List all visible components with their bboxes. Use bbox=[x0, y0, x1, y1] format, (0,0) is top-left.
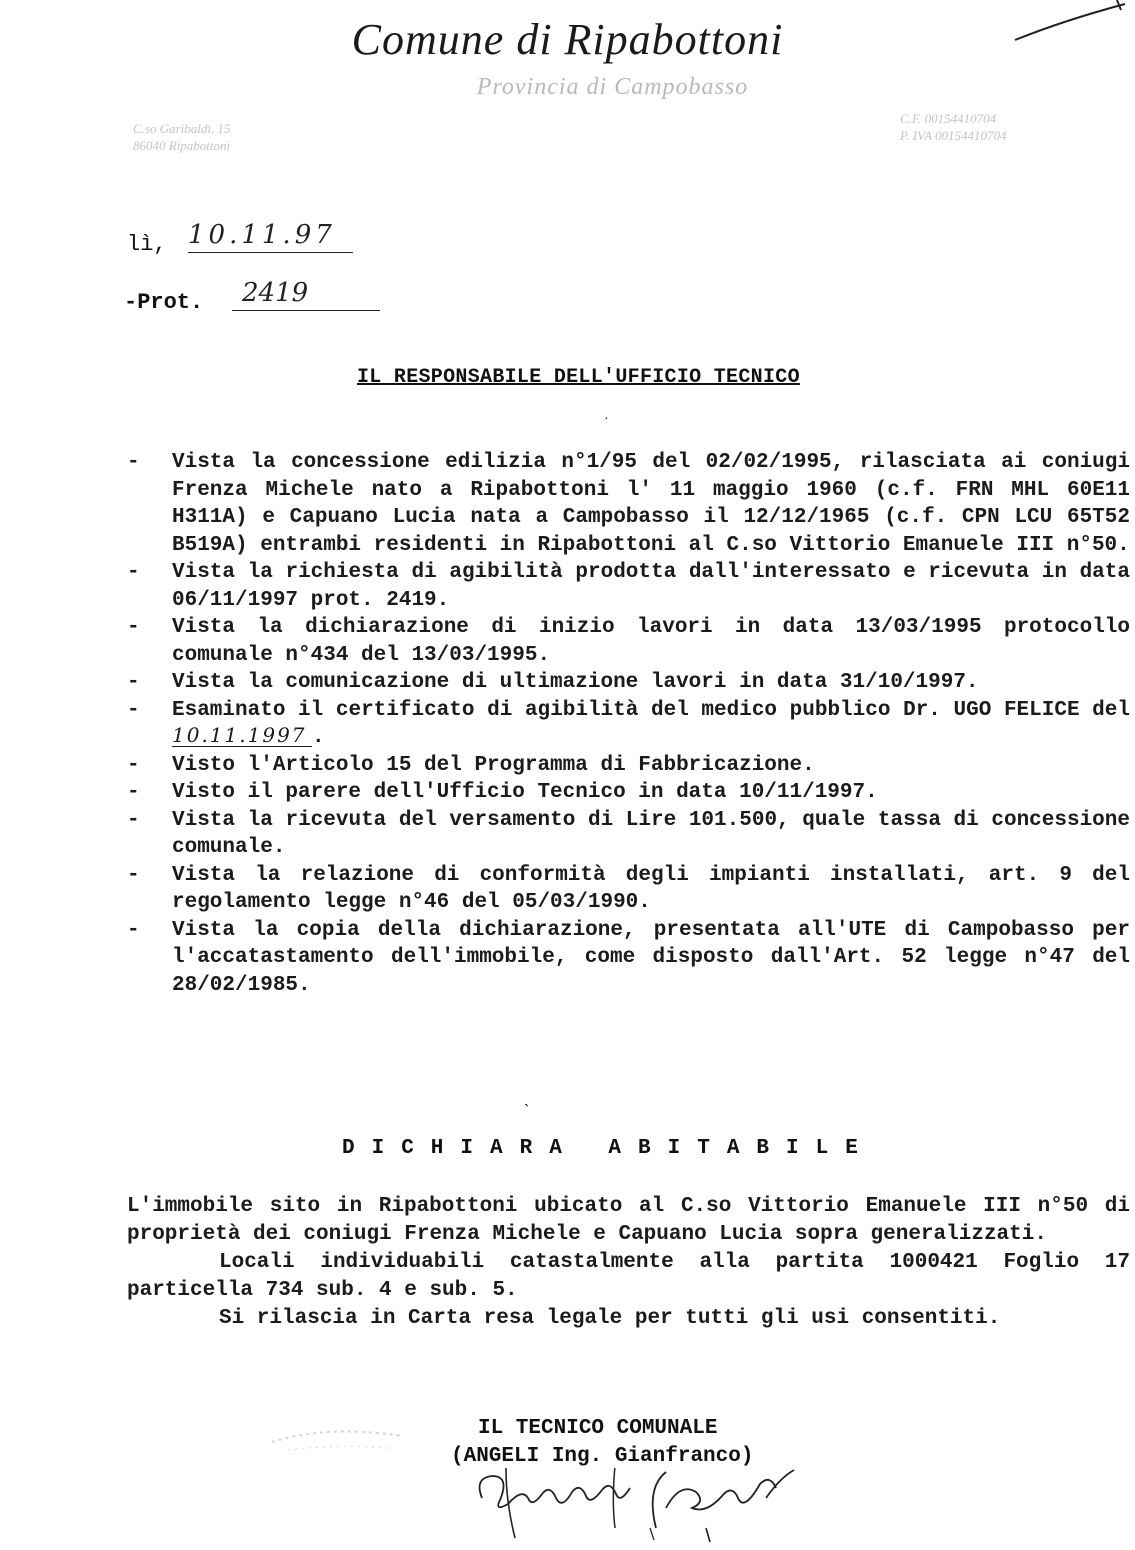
issuing-office-heading: IL RESPONSABILE DELL'UFFICIO TECNICO bbox=[357, 366, 800, 389]
ink-speck: ˋ bbox=[524, 1102, 530, 1119]
signatory-name: (ANGELI Ing. Gianfranco) bbox=[451, 1445, 754, 1468]
address-line-street: C.so Garibaldi, 15 bbox=[133, 121, 231, 136]
declaration-body bbox=[127, 1193, 1130, 1333]
fiscal-codes bbox=[900, 110, 1007, 144]
handwritten-protocol-number: 2419 bbox=[232, 278, 380, 311]
declaration-heading: DICHIARA ABITABILE bbox=[342, 1137, 875, 1160]
list-item: - Vista la richiesta di agibilità prodotta dall'interessato e ricevuta in data 06/11/1997 prot. 2419. bbox=[127, 561, 1130, 612]
list-item: - Visto il parere dell'Ufficio Tecnico in data 10/11/1997. bbox=[127, 781, 878, 804]
list-item: - Vista la comunicazione di ultimazione lavori in data 31/10/1997. bbox=[127, 671, 979, 694]
list-item-medical-certificate: - Esaminato il certificato di agibilità del medico pubblico Dr. UGO FELICE del 10.11.1997 . bbox=[127, 698, 1130, 749]
list-item: - Visto l'Articolo 15 del Programma di Fabbricazione. bbox=[127, 753, 815, 777]
issuance-paragraph: Si rilascia in Carta resa legale per tutti gli usi consentiti. bbox=[219, 1307, 1001, 1330]
list-item: - Vista la dichiarazione di inizio lavori in data 13/03/1995 protocollo comunale n°434 del 13/03/1995. bbox=[127, 616, 1130, 667]
considerations-list bbox=[125, 449, 1130, 999]
list-item: - Vista la concessione edilizia n°1/95 del 02/02/1995, rilasciata ai coniugi Frenza Michele nato a Ripabottoni l' 11 maggio 1960 (c.f. FRN MHL 60E11 H311A) e Capuano Lucia nata a Campobasso il 12/12/1965 (c.f. CPN LCU 65T52 B519A) entrambi residenti in Ripabottoni al C.so Vittorio Emanuele III n°50. bbox=[127, 451, 1130, 557]
municipality-address bbox=[133, 120, 231, 154]
vat-number-line: P. IVA 00154410704 bbox=[900, 128, 1007, 143]
protocol-label: -Prot. bbox=[124, 290, 204, 315]
faded-stamp-icon bbox=[268, 1420, 408, 1454]
municipality-title: Comune di Ripabottoni bbox=[351, 15, 784, 64]
ink-speck: · bbox=[604, 412, 609, 427]
property-paragraph: L'immobile sito in Ripabottoni ubicato al C.so Vittorio Emanuele III n°50 di proprietà dei coniugi Frenza Michele e Capuano Lucia sopra generalizzati. bbox=[127, 1195, 1130, 1246]
handwritten-signature-icon bbox=[470, 1468, 800, 1543]
province-subtitle: Provincia di Campobasso bbox=[476, 74, 749, 100]
fiscal-code-line: C.F. 00154410704 bbox=[900, 111, 997, 126]
list-item: - Vista la relazione di conformità degli impianti installati, art. 9 del regolamento legge n°46 del 05/03/1990. bbox=[127, 863, 1130, 914]
date-label: lì, bbox=[127, 232, 167, 257]
list-item: - Vista la ricevuta del versamento di Lire 101.500, quale tassa di concessione comunale. bbox=[127, 808, 1130, 859]
address-line-city: 86040 Ripabottoni bbox=[133, 138, 231, 153]
handwritten-certificate-date: 10.11.1997 bbox=[172, 724, 312, 747]
handwritten-date: 10.11.97 bbox=[188, 220, 353, 253]
signatory-title: IL TECNICO COMUNALE bbox=[478, 1417, 718, 1440]
cadastral-paragraph: Locali individuabili catastalmente alla partita 1000421 Foglio 17 particella 734 sub. 4 e sub. 5. bbox=[127, 1251, 1130, 1302]
list-item: - Vista la copia della dichiarazione, presentata all'UTE di Campobasso per l'accatastamento dell'immobile, come disposto dall'Art. 52 legge n°47 del 28/02/1985. bbox=[127, 918, 1130, 997]
